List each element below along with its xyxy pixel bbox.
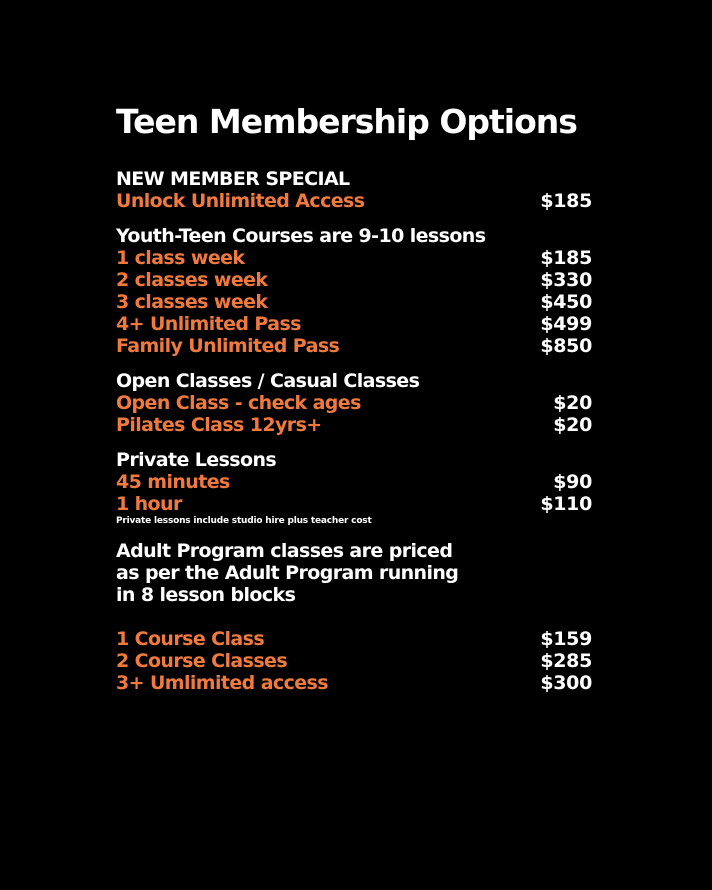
price-row xyxy=(116,471,592,493)
price-row-price: $450 xyxy=(540,291,592,313)
adult-heading-line: Adult Program classes are priced xyxy=(116,540,453,562)
price-row-label: Unlock Unlimited Access xyxy=(116,190,365,212)
section-adult-program xyxy=(116,540,592,694)
section-heading-open-classes: Open Classes / Casual Classes xyxy=(116,370,420,392)
price-row-price: $20 xyxy=(553,414,592,436)
section-youth-teen xyxy=(116,225,592,357)
price-row xyxy=(116,493,592,515)
price-list xyxy=(116,100,592,707)
section-open-classes xyxy=(116,370,592,436)
price-row xyxy=(116,650,592,672)
section-heading-youth-teen: Youth-Teen Courses are 9-10 lessons xyxy=(116,225,486,247)
price-row-label: 45 minutes xyxy=(116,471,230,493)
price-row xyxy=(116,190,592,212)
price-row xyxy=(116,291,592,313)
price-row-label: 1 hour xyxy=(116,493,182,515)
price-row xyxy=(116,313,592,335)
price-row-price: $185 xyxy=(540,190,592,212)
price-row-price: $20 xyxy=(553,392,592,414)
price-row-price: $110 xyxy=(540,493,592,515)
adult-heading-line: in 8 lesson blocks xyxy=(116,584,296,606)
price-row-label: 2 classes week xyxy=(116,269,268,291)
price-row-price: $330 xyxy=(540,269,592,291)
price-row xyxy=(116,628,592,650)
spacer xyxy=(116,606,592,628)
price-row xyxy=(116,269,592,291)
price-row-label: 3 classes week xyxy=(116,291,268,313)
adult-heading-line: as per the Adult Program running xyxy=(116,562,459,584)
price-row-label: 1 class week xyxy=(116,247,245,269)
price-row-label: 1 Course Class xyxy=(116,628,265,650)
section-heading-new-member: NEW MEMBER SPECIAL xyxy=(116,168,350,190)
price-row-price: $850 xyxy=(540,335,592,357)
price-row xyxy=(116,672,592,694)
price-row-price: $285 xyxy=(540,650,592,672)
price-row xyxy=(116,392,592,414)
price-row-label: Pilates Class 12yrs+ xyxy=(116,414,322,436)
price-row-label: 2 Course Classes xyxy=(116,650,288,672)
price-row xyxy=(116,335,592,357)
price-row-price: $185 xyxy=(540,247,592,269)
price-row xyxy=(116,414,592,436)
price-row xyxy=(116,247,592,269)
section-heading-private-lessons: Private Lessons xyxy=(116,449,277,471)
price-row-price: $300 xyxy=(540,672,592,694)
price-row-price: $499 xyxy=(540,313,592,335)
price-row-label: 3+ Umlimited access xyxy=(116,672,328,694)
price-row-label: Open Class - check ages xyxy=(116,392,361,414)
section-heading-adult-program xyxy=(116,540,592,606)
section-private-lessons xyxy=(116,449,592,527)
price-row-price: $90 xyxy=(553,471,592,493)
private-lessons-note: Private lessons include studio hire plus teacher cost xyxy=(116,516,372,526)
section-new-member xyxy=(116,168,592,212)
price-row-label: 4+ Unlimited Pass xyxy=(116,313,301,335)
price-row-label: Family Unlimited Pass xyxy=(116,335,340,357)
page-title: Teen Membership Options xyxy=(116,102,577,141)
price-row-price: $159 xyxy=(540,628,592,650)
